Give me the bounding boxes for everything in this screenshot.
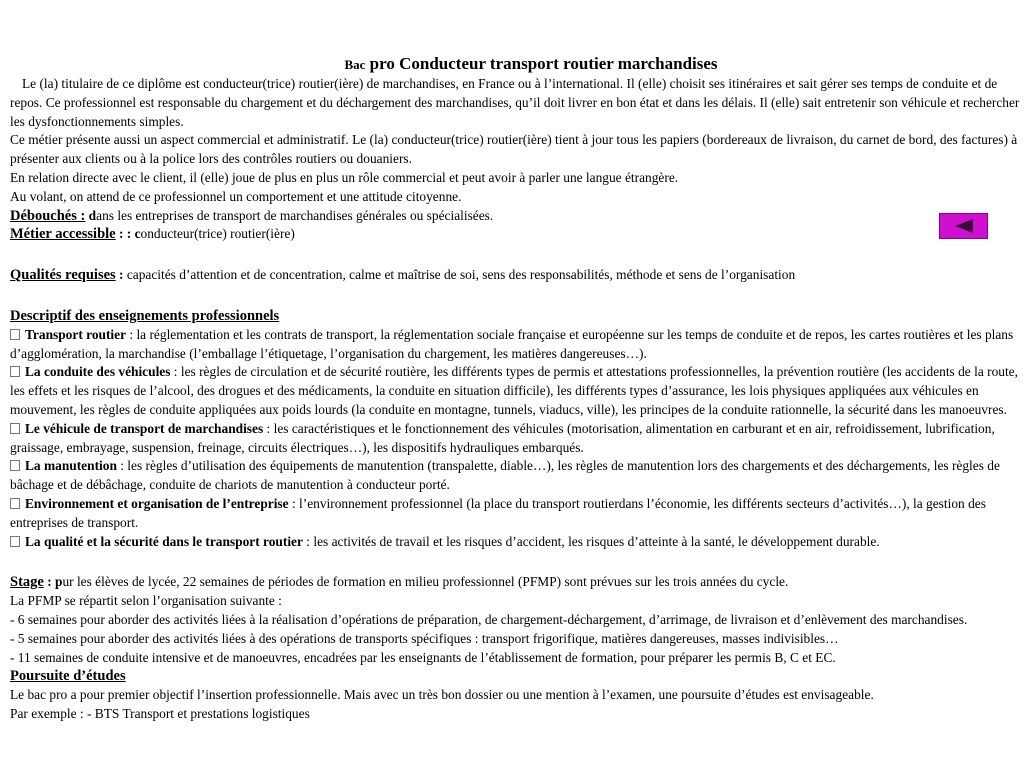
stage-sep: : p [43, 574, 63, 590]
qualites-text: capacités d’attention et de concentration, calme et maîtrise de soi, sens des responsabilités, méthode et sens de l’organisation [126, 267, 796, 283]
poursuite-example: Par exemple : - BTS Transport et prestations logistiques [10, 705, 310, 721]
stage-detail: - 11 semaines de conduite intensive et de manoeuvres, encadrées par les enseignants de l’établissement de formation, pour préparer les permis B, C et EC. [10, 649, 836, 665]
descriptif-item [10, 457, 1022, 495]
descriptif-item [10, 363, 1022, 419]
document-body [10, 54, 1022, 724]
bullet-box-icon [10, 423, 20, 434]
bullet-box-icon [10, 498, 20, 509]
title-prefix: Bac [344, 57, 366, 72]
poursuite-text: Le bac pro a pour premier objectif l’insertion professionnelle. Mais avec un très bon dossier ou une mention à l’examen, une poursuite d’études est envisageable. [10, 687, 874, 703]
descriptif-item [10, 420, 1022, 458]
item-term: La conduite des véhicules [25, 364, 171, 380]
back-button[interactable] [939, 213, 988, 239]
item-term: La manutention [25, 458, 117, 474]
intro-paragraph-1: Le (la) titulaire de ce diplôme est conducteur(trice) routier(ière) de marchandises, en France ou à l’international. Il (elle) choisit ses itinéraires et sait gérer ses temps de conduite et de repos. Ce professionnel est responsable du chargement et du déchargement des marchandises, qu’il doit livrer en bon état et dans les délais. Il (elle) sait entretenir son véhicule et rechercher les dysfonctionnements simples. [10, 76, 1020, 129]
intro-paragraph-2: Ce métier présente aussi un aspect commercial et administratif. Le (la) conducteur(trice) routier(ière) tient à jour tous les papiers (bordereaux de livraison, du carnet de bord, des factures) à présenter aux clients ou à la police lors des contrôles routiers ou douaniers. [10, 132, 1018, 167]
qualites-sep: : [115, 267, 127, 283]
bullet-box-icon [10, 460, 20, 471]
stage-heading: Stage [10, 574, 44, 591]
descriptif-heading: Descriptif des enseignements professionnels [10, 307, 280, 324]
back-arrow-icon [955, 219, 973, 233]
stage-detail: - 6 semaines pour aborder des activités liées à la réalisation d’opérations de préparation, de chargement-déchargement, d’arrimage, de livraison et d’enlèvement des marchandises. [10, 611, 968, 627]
title-main: pro Conducteur transport routier marchandises [369, 54, 718, 73]
intro-paragraph-4: Au volant, on attend de ce professionnel un comportement et une attitude citoyenne. [10, 188, 462, 204]
stage-detail: La PFMP se répartit selon l’organisation suivante : [10, 593, 282, 609]
item-term: La qualité et la sécurité dans le transport routier [25, 533, 303, 549]
qualites-line [10, 266, 1022, 285]
item-text: : les caractéristiques et le fonctionnement des véhicules (motorisation, alimentation en carburant et en air, refroidissement, lubrification, graissage, embrayage, suspension, freinage, circuits électriques…), les dispositifs hydrauliques embarqués. [10, 420, 995, 455]
item-term: Transport routier [25, 326, 127, 342]
item-text: : l’environnement professionnel (la place du transport routierdans l’économie, les différents secteurs d’activités…), la gestion des entreprises de transport. [10, 495, 986, 530]
metier-sep: : : c [115, 226, 141, 242]
debouches-lead: d [85, 207, 97, 223]
stage-detail: - 5 semaines pour aborder des activités liées à des opérations de transports spécifiques : transport frigorifique, matières dangereuses, masses indivisibles… [10, 630, 839, 646]
item-text: : les règles d’utilisation des équipements de manutention (transpalette, diable…), les règles de manutention lors des chargements et des déchargements, les règles de bâchage et de débâchage, conduite de chariots de manutention à conducteur porté. [10, 458, 1000, 493]
item-text: : les règles de circulation et de sécurité routière, les différents types de permis et attestations professionnelles, la prévention routière (les accidents de la route, les effets et les risques de l’alcool, des drogues et des médicaments, la conduite en situation difficile), les différents types d’assurance, les lois physiques appliquées aux véhicules en mouvement, les règles de conduite appliquées aux poids lourds (la conduite en montagne, tunnels, viaducs, ville), les principes de la conduite rationnelle, la sécurité dans les manoeuvres. [10, 364, 1018, 417]
page-title [40, 54, 1022, 75]
descriptif-item [10, 326, 1022, 364]
item-term: Le véhicule de transport de marchandises [25, 420, 264, 436]
debouches-heading: Débouchés : [10, 207, 86, 224]
item-term: Environnement et organisation de l’entreprise [25, 495, 289, 511]
stage-text: ur les élèves de lycée, 22 semaines de périodes de formation en milieu professionnel (PFMP) sont prévues sur les trois années du cycle. [62, 574, 789, 590]
intro-paragraph-3: En relation directe avec le client, il (elle) joue de plus en plus un rôle commercial et peut avoir à parler une langue étrangère. [10, 169, 679, 185]
descriptif-item [10, 495, 1022, 533]
poursuite-heading: Poursuite d’études [10, 668, 126, 685]
item-text: : la réglementation et les contrats de transport, la réglementation sociale française et européenne sur les temps de conduite et de repos, les cartes routières et les plans d’agglomération, la marchandise (l’emballage l’étiquetage, l’organisation du chargement, les matières dangereuses…). [10, 326, 1014, 361]
debouches-text: ans les entreprises de transport de marchandises générales ou spécialisées. [96, 207, 494, 223]
metier-heading: Métier accessible [10, 226, 116, 243]
metier-text: onducteur(trice) routier(ière) [140, 226, 295, 242]
descriptif-item [10, 533, 1022, 552]
bullet-box-icon [10, 366, 20, 377]
bullet-box-icon [10, 329, 20, 340]
debouches-line [10, 207, 1022, 226]
metier-line [10, 225, 1022, 244]
item-text: : les activités de travail et les risques d’accident, les risques d’atteinte à la santé, le développement durable. [302, 533, 880, 549]
bullet-box-icon [10, 536, 20, 547]
stage-line [10, 573, 1022, 592]
qualites-heading: Qualités requises [10, 267, 116, 284]
